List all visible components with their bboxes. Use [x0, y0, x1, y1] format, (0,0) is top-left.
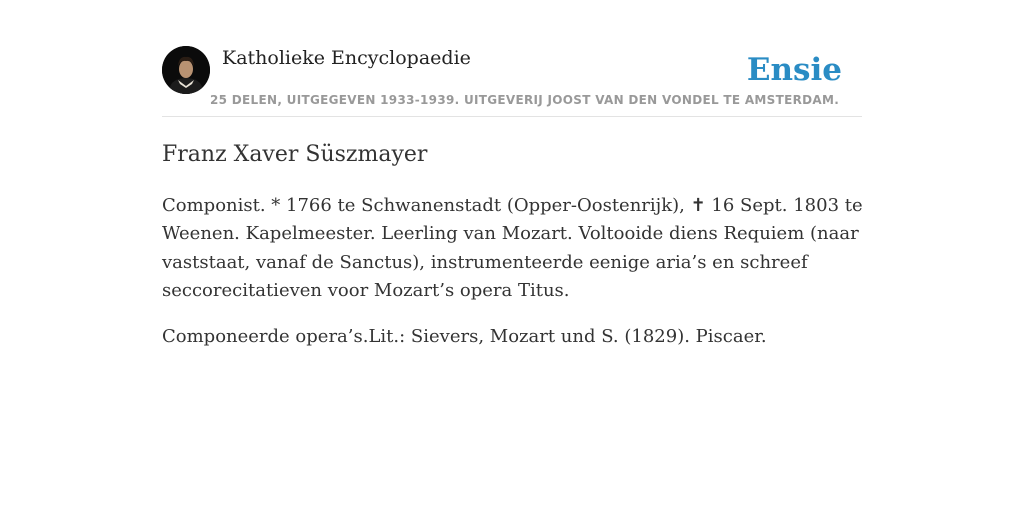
- paragraph-line: Weenen. Kapelmeester. Leerling van Mozart. Voltooide diens Requiem (naar: [162, 223, 859, 245]
- article-title: Franz Xaver Süszmayer: [162, 142, 428, 167]
- publication-title[interactable]: Katholieke Encyclopaedie: [222, 47, 471, 69]
- publication-avatar[interactable]: [162, 46, 210, 94]
- article-paragraph: [162, 323, 842, 351]
- publication-header: [162, 46, 862, 117]
- paragraph-line: seccorecitatieven voor Mozart’s opera Titus.: [162, 279, 570, 301]
- paragraph-line: Componist. * 1766 te Schwanenstadt (Opper-Oostenrijk), ✝ 16 Sept. 1803 te: [162, 195, 863, 216]
- article-paragraph: [162, 192, 863, 305]
- paragraph-line: Componeerde opera’s.Lit.: Sievers, Mozart und S. (1829). Piscaer.: [162, 326, 767, 348]
- brand-logo-link[interactable]: Ensie: [746, 52, 842, 88]
- portrait-icon: [162, 46, 210, 94]
- publication-subtitle: 25 DELEN, UITGEGEVEN 1933-1939. UITGEVERIJ JOOST VAN DEN VONDEL TE AMSTERDAM.: [210, 93, 840, 107]
- article-body: [162, 192, 863, 369]
- paragraph-line: vaststaat, vanaf de Sanctus), instrumenteerde eenige aria’s en schreef: [162, 251, 808, 273]
